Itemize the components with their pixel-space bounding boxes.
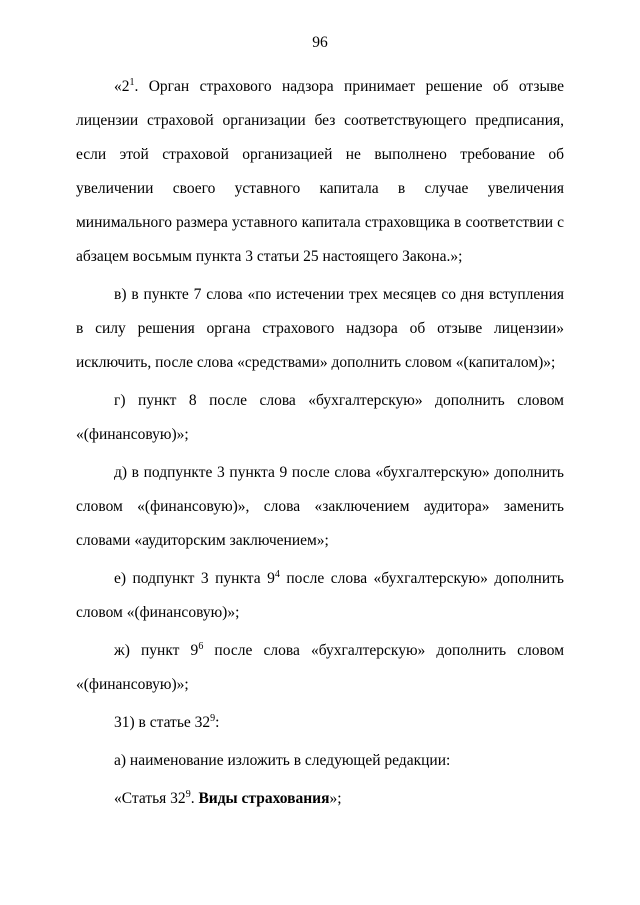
paragraph-1: «$2^1$. Орган страхового надзора принимает решение об отзыве лицензии страховой организации без соответствующего предписания, если этой страховой организацией не выполнено требование об увеличении своего уставного капитала в случае увеличения минимального размера уставного капитала страховщика в соответствии с абзацем восьмым пункта 3 статьи 25 настоящего Закона.»; [76,77,564,265]
paragraph-a: а) наименование изложить в следующей редакции: [114,752,451,769]
superscript: 9 [185,789,191,800]
superscript: 6 [198,641,204,652]
paragraph-article-title: «Статья $32^9$. Виды страхования»; [114,789,342,807]
superscript: 4 [274,569,280,580]
paragraph-d: д) в подпункте 3 пункта 9 после слова «бухгалтерскую» дополнить словом «(финансовую)», слова «заключением аудитора» заменить словами «аудиторским заключением»; [76,464,564,549]
superscript: 9 [210,713,216,724]
paragraph-31: 31) в статье $32^9$: [114,713,220,731]
document-body [76,70,564,816]
article-title-bold: Виды страхования [198,790,330,807]
superscript: 1 [129,77,135,88]
paragraph-zh: ж) пункт $9^6$ после слова «бухгалтерскую» дополнить словом «(финансовую)»; [76,641,564,693]
paragraph-e: е) подпункт 3 пункта $9^4$ после слова «бухгалтерскую» дополнить словом «(финансовую)»; [76,569,564,621]
paragraph-g: г) пункт 8 после слова «бухгалтерскую» дополнить словом «(финансовую)»; [76,392,564,443]
paragraph-v: в) в пункте 7 слова «по истечении трех месяцев со дня вступления в силу решения органа страхового надзора об отзыве лицензии» исключить, после слова «средствами» дополнить словом «(капиталом)»; [76,286,564,371]
page-number: 96 [312,34,328,51]
